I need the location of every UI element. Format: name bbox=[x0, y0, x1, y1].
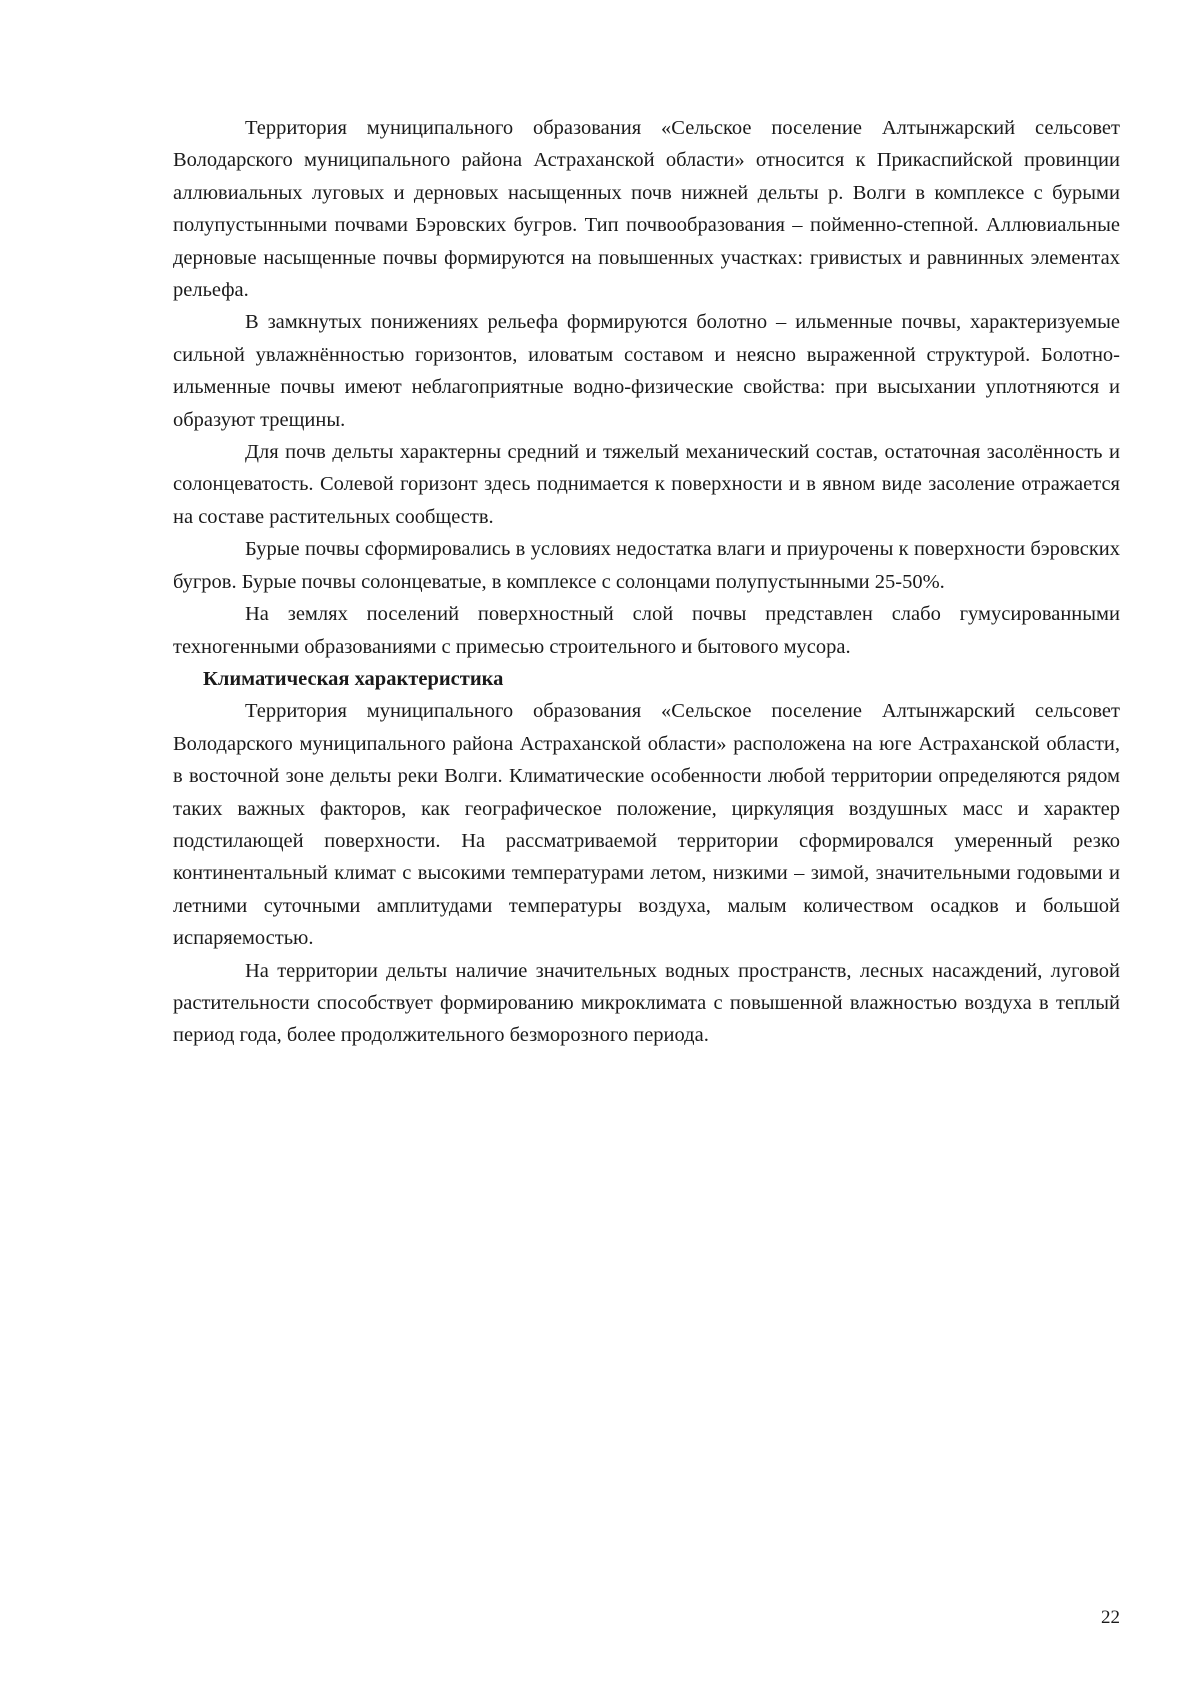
paragraph-settlement-soils: На землях поселений поверхностный слой почвы представлен слабо гумусированными техногенными образованиями с примесью строительного и бытового мусора. bbox=[173, 603, 1120, 658]
section-heading: Климатическая характеристика bbox=[203, 667, 504, 690]
paragraph-delta-soils: Для почв дельты характерны средний и тяжелый механический состав, остаточная засолённость и солонцеватость. Солевой горизонт здесь поднимается к поверхности и в явном виде засоление отражается на составе растительных сообществ. bbox=[173, 441, 1120, 528]
paragraph-microclimate: На территории дельты наличие значительных водных пространств, лесных насаждений, луговой растительности способствует формированию микроклимата с повышенной влажностью воздуха в теплый период года, более продолжительного безморозного периода. bbox=[173, 959, 1120, 1047]
paragraph-soil-province: Территория муниципального образования «Сельское поселение Алтынжарский сельсовет Володарского муниципального района Астраханской области» относится к Прикаспийской провинции аллювиальных луговых и дерновых насыщенных почв нижней дельты р. Волги в комплексе с бурыми полупустынными почвами Бэровских бугров. Тип почвообразования – пойменно-степной. Аллювиальные дерновые насыщенные почвы формируются на повышенных участках: гривистых и равнинных элементах рельефа. bbox=[173, 117, 1120, 302]
page-number: 22 bbox=[1101, 1607, 1120, 1628]
paragraph-swamp-soils: В замкнутых понижениях рельефа формируются болотно – ильменные почвы, характеризуемые сильной увлажнённостью горизонтов, иловатым составом и неясно выраженной структурой. Болотно-ильменные почвы имеют неблагоприятные водно-физические свойства: при высыхании уплотняются и образуют трещины. bbox=[173, 311, 1120, 431]
page-body bbox=[173, 112, 1120, 1052]
paragraph-brown-soils: Бурые почвы сформировались в условиях недостатка влаги и приурочены к поверхности бэровских бугров. Бурые почвы солонцеватые, в комплексе с солонцами полупустынными 25-50%. bbox=[173, 538, 1120, 593]
paragraph-climate: Территория муниципального образования «Сельское поселение Алтынжарский сельсовет Володарского муниципального района Астраханской области» расположена на юге Астраханской области, в восточной зоне дельты реки Волги. Климатические особенности любой территории определяются рядом таких важных факторов, как географическое положение, циркуляция воздушных масс и характер подстилающей поверхности. На рассматриваемой территории сформировался умеренный резко континентальный климат с высокими температурами летом, низкими – зимой, значительными годовыми и летними суточными амплитудами температуры воздуха, малым количеством осадков и большой испаряемостью. bbox=[173, 700, 1120, 950]
